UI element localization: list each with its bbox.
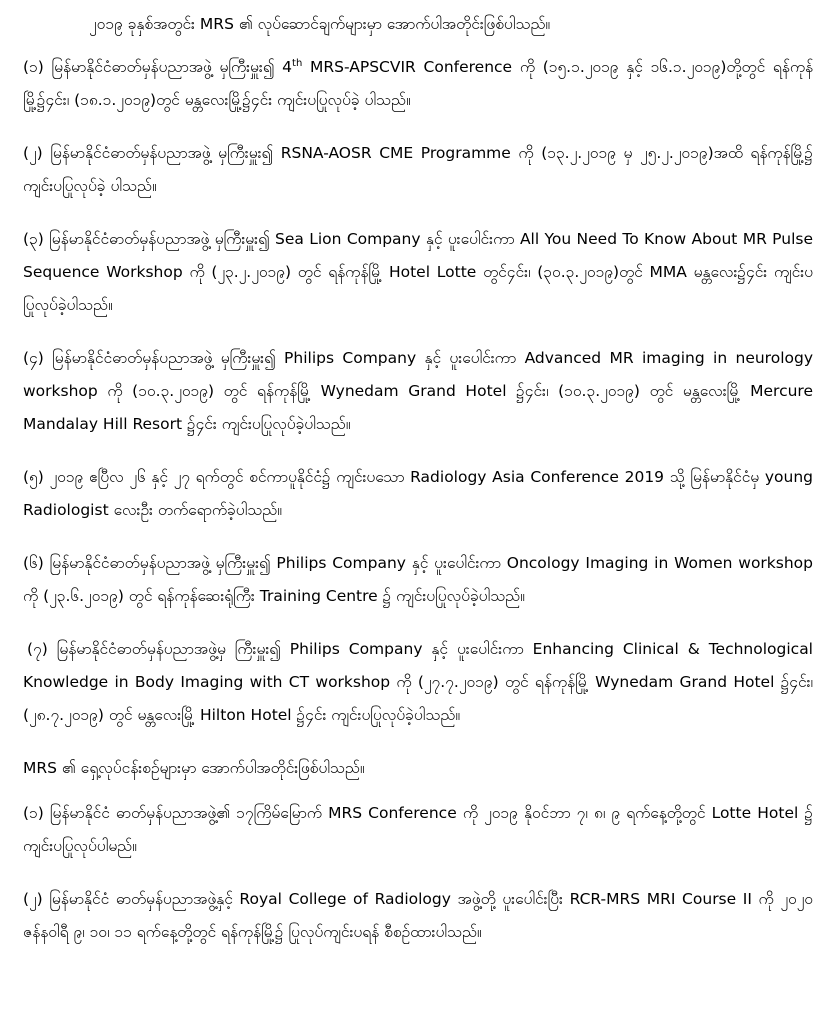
activity-paragraph-2: (၂) မြန်မာနိုင်ငံဓာတ်မှန်ပညာအဖွဲ့ မှကြီးမှူး၍ RSNA-AOSR CME Programme ကို (၁၃.၂.၂၀၁၉ မှ ၂၅.၂.၂၀၁၉)အထိ ရန်ကုန်မြို့၌ ကျင်းပပြုလုပ်ခဲ့ ပါသည်။ [23, 144, 813, 195]
future-paragraph-1: (၁) မြန်မာနိုင်ငံ ဓာတ်မှန်ပညာအဖွဲ့၏ ၁၇ကြိမ်မြောက် MRS Conference ကို ၂၀၁၉ နိုဝင်ဘာ ၇၊ ၈၊ ၉ ရက်နေ့တို့တွင် Lotte Hotel ၌ ကျင်းပပြုလုပ်ပါမည်။ [23, 804, 813, 855]
activity-paragraph-7: (၇) မြန်မာနိုင်ငံဓာတ်မှန်ပညာအဖွဲ့မှ ကြီးမှူး၍ Philips Company နှင့် ပူးပေါင်းကာ Enhancing Clinical & Technological Knowledge in Body Imaging with CT workshop ကို (၂၇.၇.၂၀၁၉) တွင် ရန်ကုန်မြို့ Wynedam Grand Hotel ၌၄င်း၊ (၂၈.၇.၂၀၁၉) တွင် မန္တလေးမြို့ Hilton Hotel ၌၄င်း ကျင်းပပြုလုပ်ခဲ့ပါသည်။ [23, 640, 813, 724]
activity-paragraph-3: (၃) မြန်မာနိုင်ငံဓာတ်မှန်ပညာအဖွဲ့ မှကြီးမှူး၍ Sea Lion Company နှင့် ပူးပေါင်းကာ All You Need To Know About MR Pulse Sequence Workshop ကို (၂၃.၂.၂၀၁၉) တွင် ရန်ကုန်မြို့ Hotel Lotte တွင်၄င်း၊ (၃၀.၃.၂၀၁၉)တွင် MMA မန္တလေး၌၄င်း ကျင်းပပြုလုပ်ခဲ့ပါသည်။ [23, 230, 813, 314]
activity-1-text-post: MRS-APSCVIR Conference ကို (၁၅.၁.၂၀၁၉ နှင့် ၁၆.၁.၂၀၁၉)တို့တွင် ရန်ကုန်မြို့၌၄င်း၊ (၁၈.၁.၂၀၁၉)တွင် မန္တလေးမြို့၌၄င်း ကျင်းပပြုလုပ်ခဲ့ ပါသည်။ [23, 58, 814, 109]
future-plans-heading: MRS ၏ ရှေ့လုပ်ငန်းစဉ်များမှာ အောက်ပါအတိုင်းဖြစ်ပါသည်။ [23, 759, 365, 777]
activity-paragraph-1 [23, 51, 813, 117]
future-paragraph-2: (၂) မြန်မာနိုင်ငံ ဓာတ်မှန်ပညာအဖွဲ့နှင့် Royal College of Radiology အဖွဲ့တို့ ပူးပေါင်းပြီး RCR-MRS MRI Course II ကို ၂၀၂၀ ဇန်နဝါရီ ၉၊ ၁၀၊ ၁၁ ရက်နေ့တို့တွင် ရန်ကုန်မြို့၌ ပြုလုပ်ကျင်းပရန် စီစဉ်ထားပါသည်။ [23, 890, 813, 941]
activity-1-text-pre: (၁) မြန်မာနိုင်ငံဓာတ်မှန်ပညာအဖွဲ့ မှကြီးမှူး၍ 4 [23, 58, 293, 76]
activity-paragraph-6: (၆) မြန်မာနိုင်ငံဓာတ်မှန်ပညာအဖွဲ့ မှကြီးမှူး၍ Philips Company နှင့် ပူးပေါင်းကာ Oncology Imaging in Women workshop ကို (၂၃.၆.၂၀၁၉) တွင် ရန်ကုန်ဆေးရုံကြီး Training Centre ၌ ကျင်းပပြုလုပ်ခဲ့ပါသည်။ [23, 554, 813, 605]
intro-paragraph: ၂၀၁၉ ခုနှစ်အတွင်း MRS ၏ လုပ်ဆောင်ချက်များမှာ အောက်ပါအတိုင်းဖြစ်ပါသည်။ [89, 15, 551, 33]
ordinal-superscript: th [292, 57, 303, 69]
activity-paragraph-5: (၅) ၂၀၁၉ ဧပြီလ ၂၆ နှင့် ၂၇ ရက်တွင် စင်ကာပူနိုင်ငံ၌ ကျင်းပသော Radiology Asia Conference 2019 သို့ မြန်မာနိုင်ငံမှ young Radiologist လေးဦး တက်ရောက်ခဲ့ပါသည်။ [23, 468, 813, 519]
activity-paragraph-4: (၄) မြန်မာနိုင်ငံဓာတ်မှန်ပညာအဖွဲ့ မှကြီးမှူး၍ Philips Company နှင့် ပူးပေါင်းကာ Advanced MR imaging in neurology workshop ကို (၁၀.၃.၂၀၁၉) တွင် ရန်ကုန်မြို့ Wynedam Grand Hotel ၌၄င်း၊ (၁၀.၃.၂၀၁၉) တွင် မန္တလေးမြို့ Mercure Mandalay Hill Resort ၌၄င်း ကျင်းပပြုလုပ်ခဲ့ပါသည်။ [23, 349, 813, 433]
